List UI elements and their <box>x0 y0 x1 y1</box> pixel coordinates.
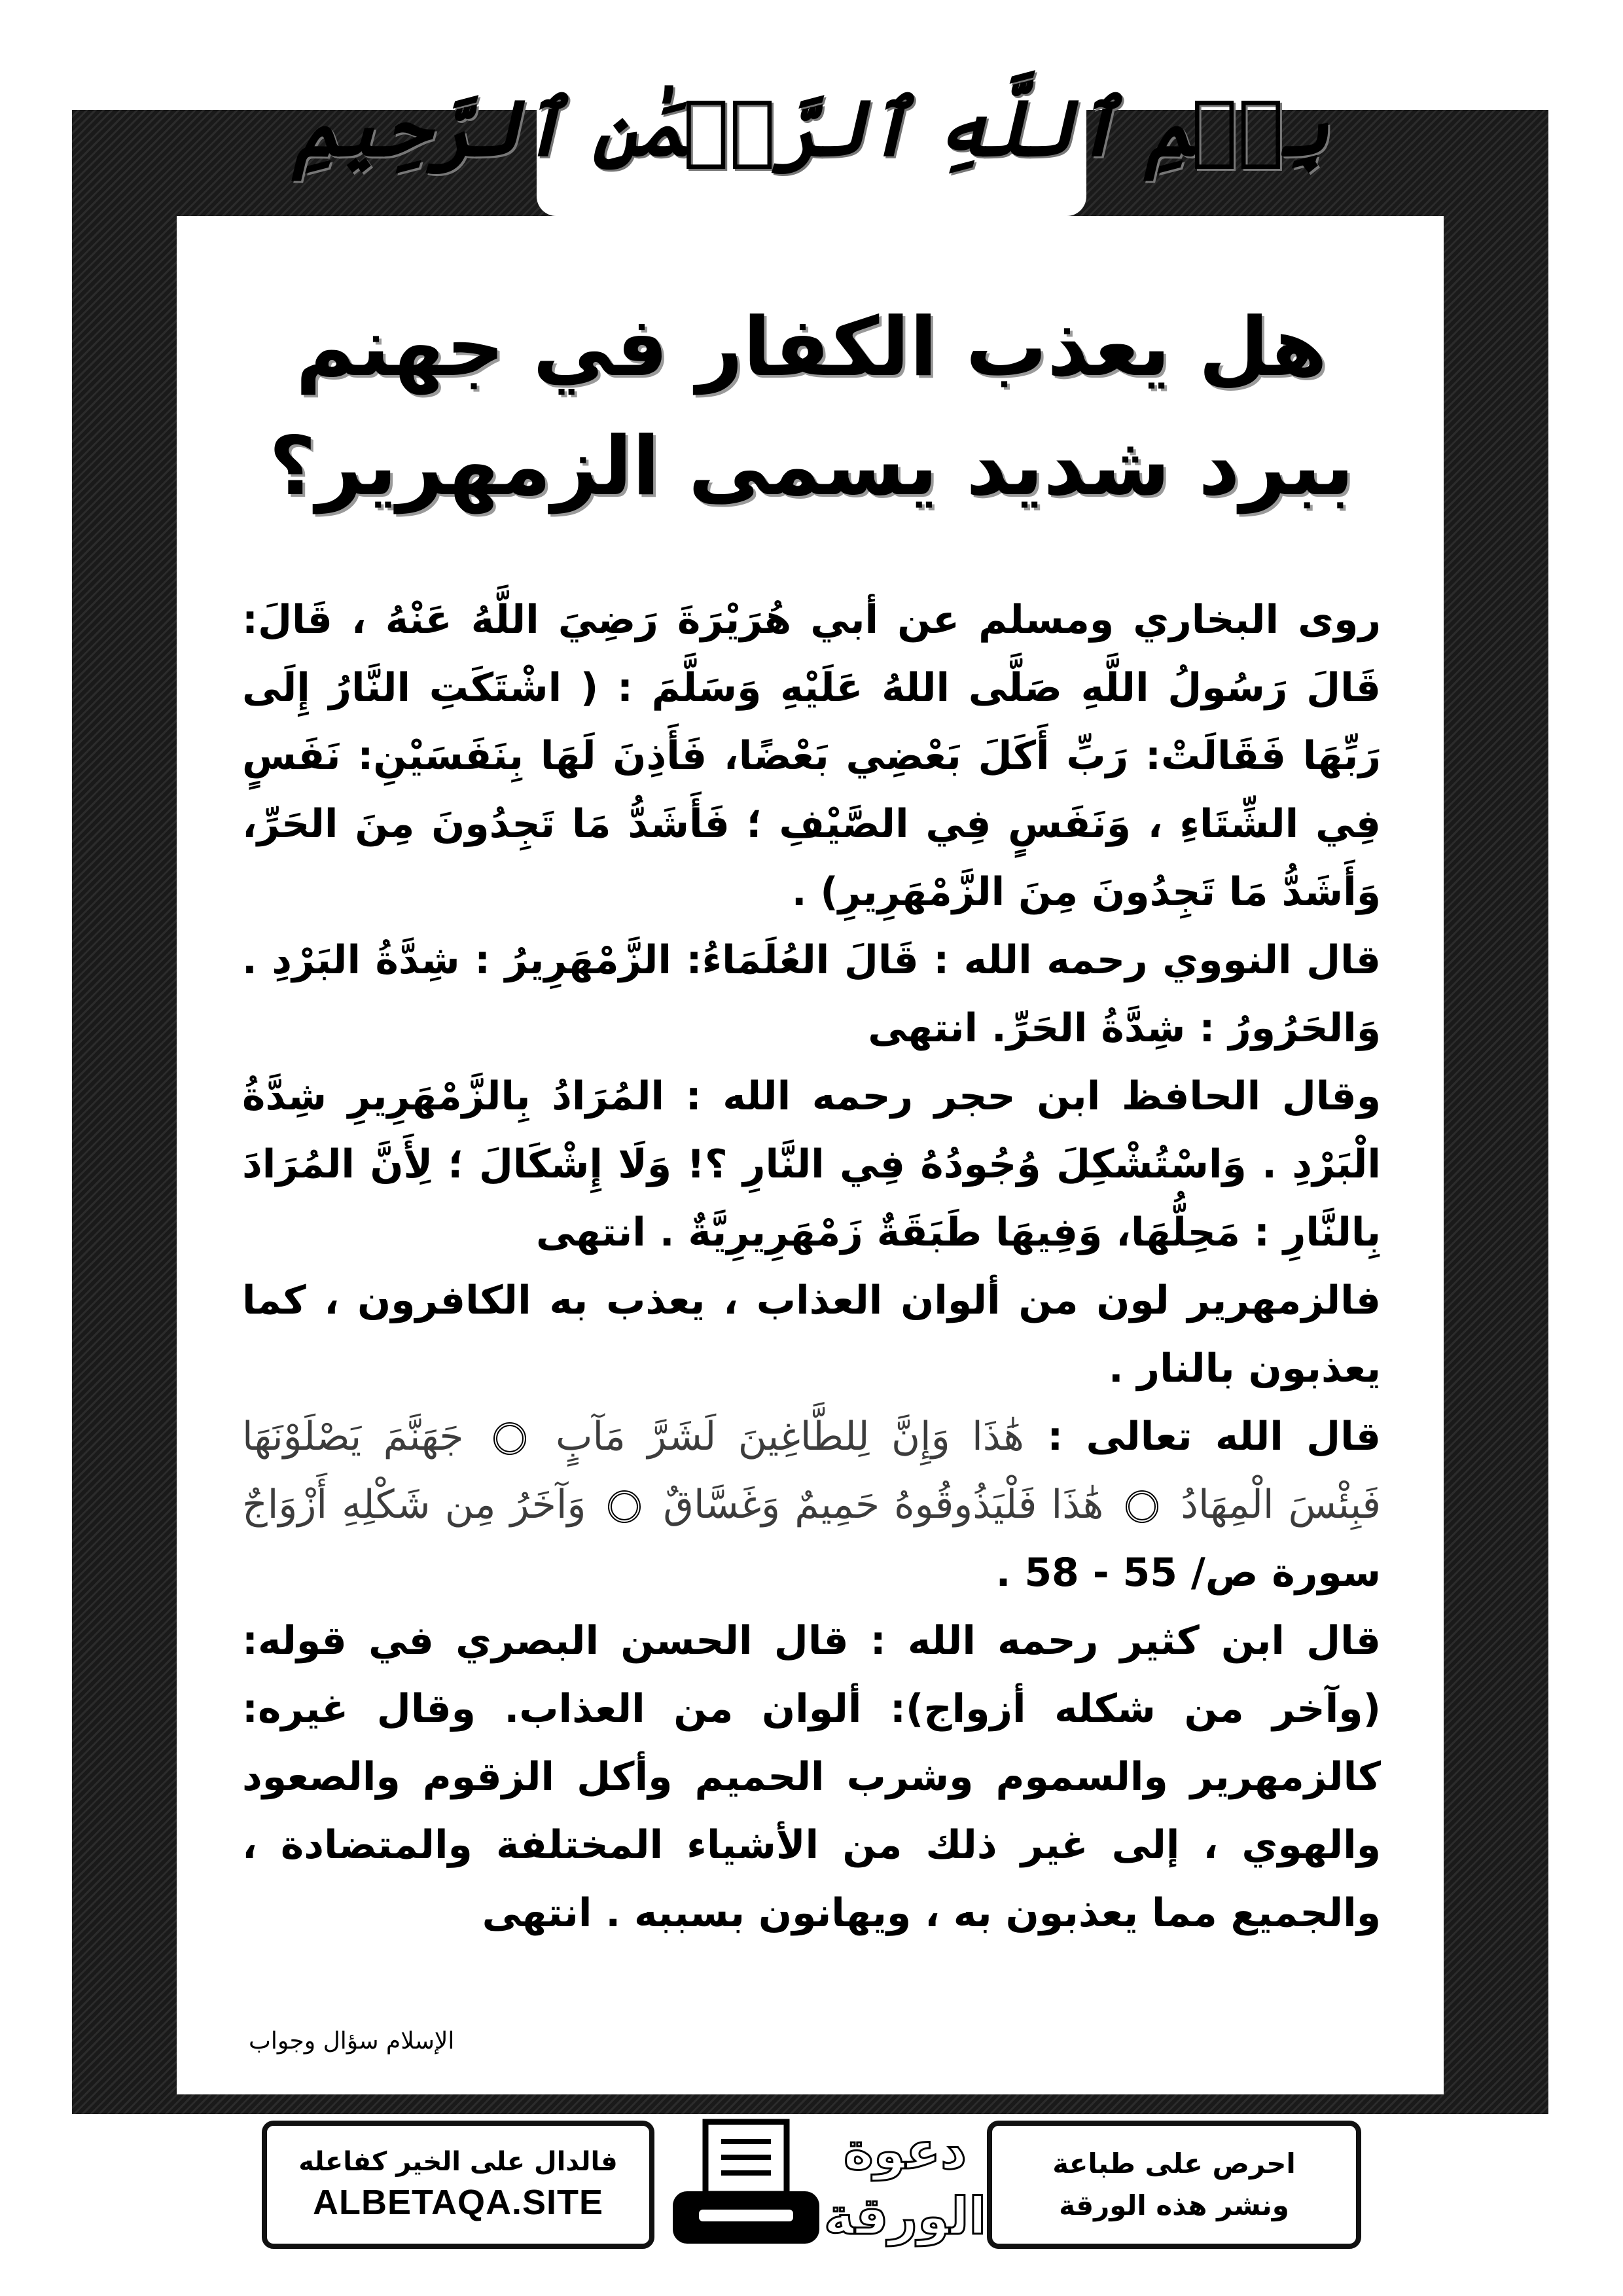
title-line-1: هل يعذب الكفار في جهنم <box>295 300 1328 395</box>
nawawi-paragraph: قال النووي رحمه الله : قَالَ العُلَمَاءُ: الزَّمْهَرِيرُ : شِدَّةُ البَرْدِ . وَالحَرُورُ : شِدَّةُ الحَرِّ. انتهى <box>242 937 1381 1051</box>
ibn-hajar-paragraph: وقال الحافظ ابن حجر رحمه الله : المُرَادُ بِالزَّمْهَرِيرِ شِدَّةُ الْبَرْدِ . وَاسْتُشْكِلَ وُجُودُهُ فِي النَّارِ ؟! وَلَا إِشْكَالَ ؛ لِأَنَّ المُرَادَ بِالنَّارِ : مَحِلُّهَا، وَفِيهَا طَبَقَةٌ زَمْهَرِيرِيَّةٌ . انتهى <box>242 1073 1381 1255</box>
logo-line-1: دعوة <box>843 2122 967 2181</box>
ayah-end-icon <box>608 1490 641 1523</box>
quran-verse-56: جَهَنَّمَ يَصْلَوْنَهَا فَبِئْسَ الْمِهَادُ <box>242 1414 1382 1528</box>
title-line-2: ببرد شديد يسمى الزمهرير؟ <box>268 420 1355 514</box>
quran-reference: سورة ص/ 55 - 58 . <box>995 1550 1381 1596</box>
source-credit: الإسلام سؤال وجواب <box>249 2028 455 2054</box>
footer-slogan: فالدال على الخير كفاعله <box>298 2147 618 2177</box>
quran-verse-57: هَٰذَا فَلْيَذُوقُوهُ حَمِيمٌ وَغَسَّاقٌ <box>663 1482 1104 1528</box>
basmala-header <box>294 39 1329 216</box>
quran-verse-58: وَآخَرُ مِن شَكْلِهِ أَزْوَاجٌ <box>242 1482 586 1528</box>
footer-print-note <box>987 2121 1361 2249</box>
print-note-line-1: احرص على طباعة <box>1052 2147 1296 2179</box>
dawa-logo <box>823 2102 987 2266</box>
logo-line-2: الورقة <box>823 2187 987 2246</box>
basmala-calligraphy: بِسۡمِ ٱللَّهِ ٱلرَّحۡمَٰنِ ٱلرَّحِيمِ <box>294 82 1329 173</box>
print-note-line-2: ونشر هذه الورقة <box>1059 2189 1289 2221</box>
footer-site-box <box>262 2121 654 2249</box>
article-body <box>242 586 1381 1947</box>
quran-verse-55: هَٰذَا وَإِنَّ لِلطَّاغِينَ لَشَرَّ مَآبٍ <box>556 1414 1024 1460</box>
quran-paragraph <box>242 1403 1381 1607</box>
quran-intro: قال الله تعالى : <box>1024 1414 1382 1460</box>
ayah-end-icon <box>1126 1490 1158 1523</box>
page-title <box>216 288 1407 526</box>
conclusion-paragraph: فالزمهرير لون من ألوان العذاب ، يعذب به الكافرون ، كما يعذبون بالنار . <box>242 1278 1381 1391</box>
ayah-end-icon <box>493 1422 526 1455</box>
ibn-kathir-paragraph: قال ابن كثير رحمه الله : قال الحسن البصري في قوله: (وآخر من شكله أزواج): ألوان من العذاب. وقال غيره: كالزمهرير والسموم وشرب الحميم وأكل الزقوم والصعود والهوي ، إلى غير ذلك من الأشياء المختلفة والمتضادة ، والجميع مما يعذبون به ، ويهانون بسببه . انتهى <box>242 1618 1381 1936</box>
site-link[interactable]: ALBETAQA.SITE <box>313 2183 603 2222</box>
hadith-paragraph: روى البخاري ومسلم عن أبي هُرَيْرَةَ رَضِيَ اللَّهُ عَنْهُ ، قَالَ: قَالَ رَسُولُ اللَّهِ صَلَّى اللهُ عَلَيْهِ وَسَلَّمَ : ( اشْتَكَتِ النَّارُ إِلَى رَبِّهَا فَقَالَتْ: رَبِّ أَكَلَ بَعْضِي بَعْضًا، فَأَذِنَ لَهَا بِنَفَسَيْنِ: نَفَسٍ فِي الشِّتَاءِ ، وَنَفَسٍ فِي الصَّيْفِ ؛ فَأَشَدُّ مَا تَجِدُونَ مِنَ الحَرِّ، وَأَشَدُّ مَا تَجِدُونَ مِنَ الزَّمْهَرِيرِ) . <box>242 597 1381 915</box>
printer-icon <box>668 2118 825 2251</box>
